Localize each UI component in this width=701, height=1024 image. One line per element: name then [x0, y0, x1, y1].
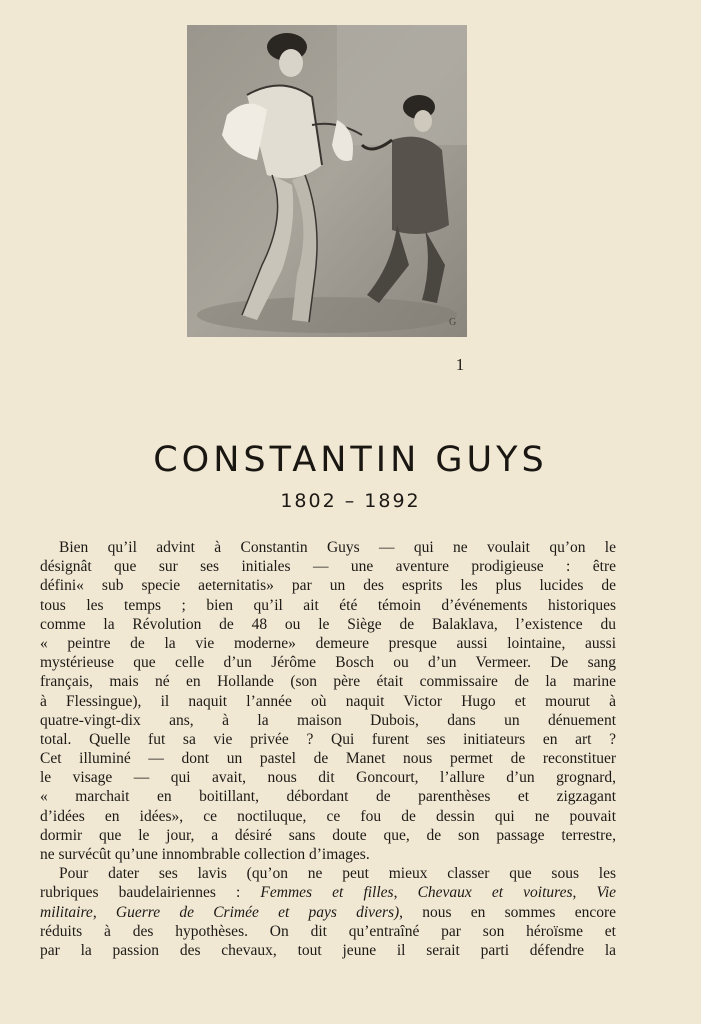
text-line: réduits à des hypothèses. On dit qu’entraîné par son héroïsme et [40, 922, 616, 940]
rubric-title: Chevaux et voitures [417, 884, 573, 902]
text-line-mixed [40, 883, 616, 902]
text-run: , nous en sommes encore [399, 903, 616, 921]
text-line: Cet illuminé — dont un pastel de Manet nous permet de reconstituer [40, 750, 616, 768]
body-text [40, 538, 616, 960]
svg-text:G: G [449, 317, 457, 328]
text-line: d’idées en idées», ce noctiluque, ce fou de dessin qui ne pouvait [40, 807, 616, 825]
text-run: , [572, 884, 577, 902]
text-line: défini« sub specie aeternitatis» par un des esprits les plus lucides de [40, 577, 616, 595]
text-line: Pour dater ses lavis (qu’on ne peut mieux classer que sous les [59, 865, 616, 883]
life-dates: 1802 – 1892 [280, 490, 421, 512]
text-run: , [92, 903, 97, 921]
text-line: le visage — qui avait, nous dit Goncourt, l’allure d’un grognard, [40, 769, 616, 787]
text-line: tous les temps ; bien qu’il ait été témoin d’événements historiques [40, 596, 616, 614]
text-line: par la passion des chevaux, tout jeune il serait parti défendre la [40, 941, 616, 959]
ink-wash-illustration [187, 25, 467, 337]
text-line: à Flessingue), il naquit l’année où naquit Victor Hugo et mourut à [40, 692, 616, 710]
rubric-title: Femmes et filles [260, 884, 394, 902]
text-line: ne survécût qu’une innombrable collection d’images. [40, 846, 370, 863]
text-line: dormir que le jour, a désiré sans doute que, de son passage terrestre, [40, 826, 616, 844]
text-run: , [393, 884, 398, 902]
page-title: CONSTANTIN GUYS [153, 440, 548, 480]
text-line-mixed [40, 903, 616, 922]
text-line: comme la Révolution de 48 ou le Siège de Balaklava, l’existence du [40, 615, 616, 633]
text-line: Bien qu’il advint à Constantin Guys — qui ne voulait qu’on le [59, 539, 616, 556]
text-line: mystérieuse que celle d’un Jérôme Bosch ou d’un Vermeer. De sang [40, 654, 616, 672]
plate-number: 1 [455, 355, 465, 374]
rubric-title: Vie [596, 884, 616, 902]
text-line: total. Quelle fut sa vie privée ? Qui furent ses initiateurs en art ? [40, 730, 616, 748]
rubric-title: Guerre de Crimée et pays divers) [115, 903, 400, 921]
rubric-title: militaire [40, 903, 93, 921]
text-line: « marchait en boitillant, débordant de parenthèses et zigzagant [40, 788, 616, 806]
text-line: « peintre de la vie moderne» demeure presque aussi lointaine, aussi [40, 634, 616, 652]
text-run: rubriques baudelairiennes : [40, 884, 241, 902]
text-line: désignât que sur ses initiales — une aventure prodigieuse : être [40, 558, 616, 576]
text-line: français, mais né en Hollande (son père était commissaire de la marine [40, 673, 616, 691]
text-line: quatre-vingt-dix ans, à la maison Dubois, dans un dénuement [40, 711, 616, 729]
